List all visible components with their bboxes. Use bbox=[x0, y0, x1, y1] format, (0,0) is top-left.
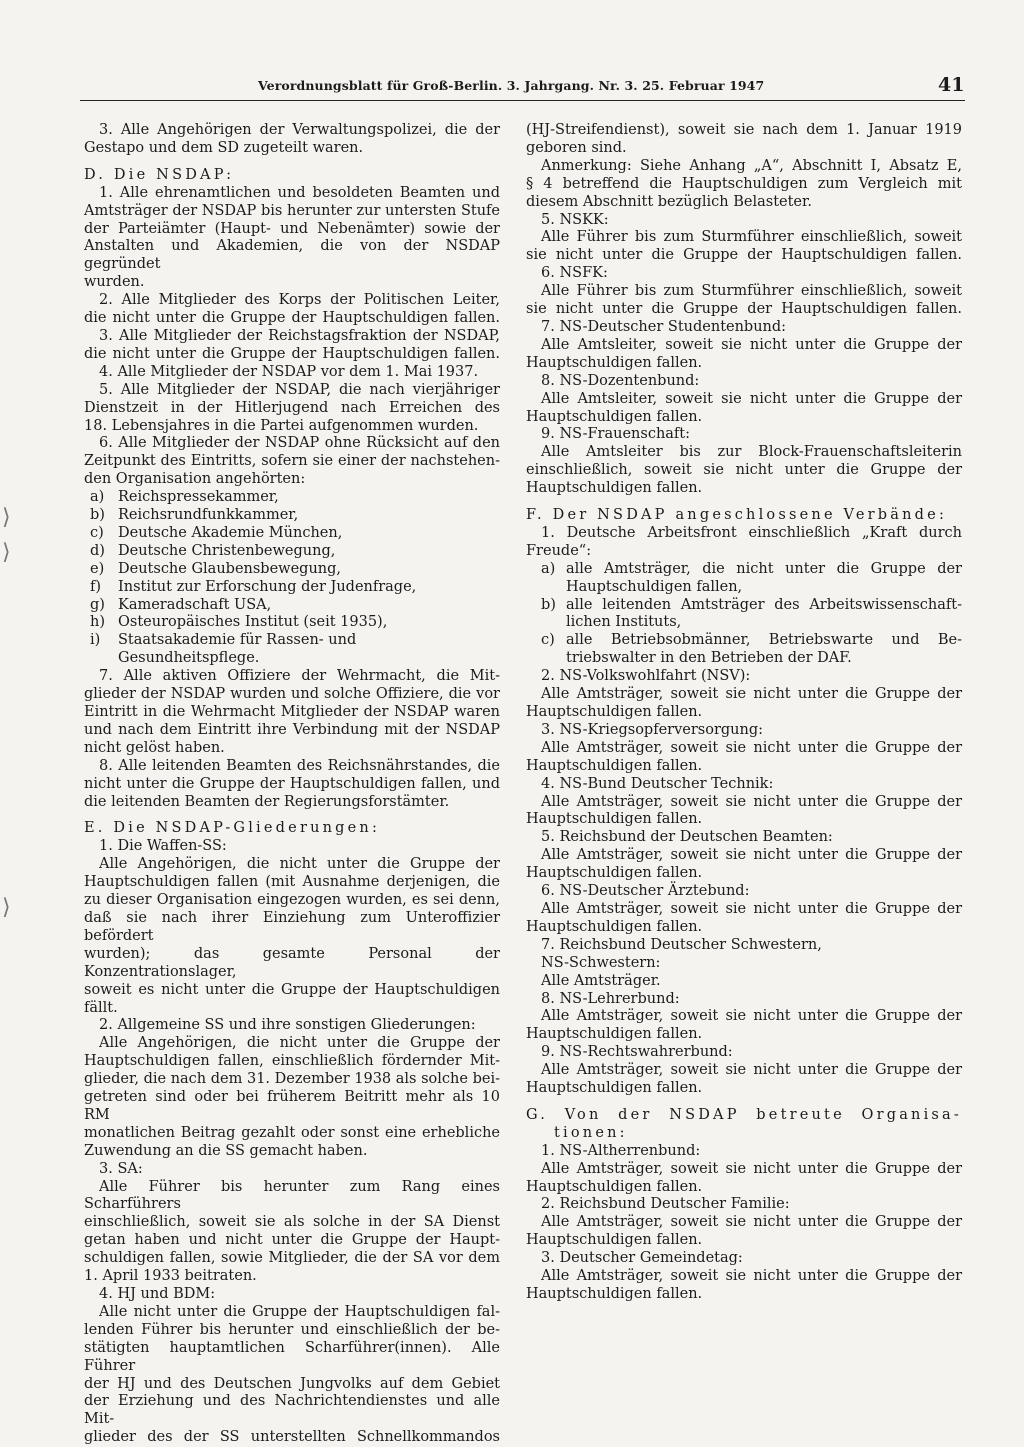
text-line: glieder, die nach dem 31. Dezember 1938 als solche bei- bbox=[84, 1071, 500, 1088]
text-line: triebswalter in den Betrieben der DAF. bbox=[566, 650, 852, 667]
text-line: einschließlich, soweit sie nicht unter die Gruppe der bbox=[526, 462, 962, 479]
text-line: 18. Lebensjahres in die Partei aufgenommen wurden. bbox=[84, 417, 479, 434]
paragraph-d7 bbox=[84, 668, 500, 758]
text-line: die nicht unter die Gruppe der Hauptschuldigen fallen. bbox=[84, 310, 500, 327]
list-item bbox=[84, 507, 500, 525]
paragraph-f4 bbox=[526, 794, 962, 830]
paragraph-f2 bbox=[526, 686, 962, 722]
margin-bracket-mark: ⟩ bbox=[2, 505, 11, 530]
paragraph-e4-continued bbox=[526, 122, 962, 158]
margin-bracket-mark: ⟩ bbox=[2, 540, 11, 565]
text-line: 1. April 1933 beitraten. bbox=[84, 1268, 257, 1285]
list-text: Institut zur Erforschung der Judenfrage, bbox=[118, 578, 417, 595]
text-line: Alle Amtsträger, soweit sie nicht unter die Gruppe der bbox=[541, 793, 962, 810]
subheading-f2: 2. NS-Volkswohlfahrt (NSV): bbox=[541, 668, 751, 685]
paragraph-e7 bbox=[526, 337, 962, 373]
list-label: b) bbox=[541, 596, 556, 613]
text-line: die leitenden Beamten der Regierungsforstämter. bbox=[84, 793, 450, 810]
text-line: Alle nicht unter die Gruppe der Hauptschuldigen fal- bbox=[99, 1303, 500, 1320]
list-text: Deutsche Christenbewegung, bbox=[118, 542, 336, 559]
text-line: 1. Alle ehrenamtlichen und besoldeten Beamten und bbox=[99, 184, 500, 201]
text-line: nicht unter die Gruppe der Hauptschuldigen fallen, und bbox=[84, 775, 500, 792]
paragraph-d1 bbox=[84, 185, 500, 292]
text-line: zu dieser Organisation eingezogen wurden, es sei denn, bbox=[84, 892, 500, 909]
paragraph-e2 bbox=[84, 1035, 500, 1160]
subheading-g3: 3. Deutscher Gemeindetag: bbox=[541, 1250, 743, 1267]
paragraph-e9 bbox=[526, 444, 962, 498]
text-line: Hauptschuldigen fallen. bbox=[526, 1080, 703, 1097]
paragraph-e1 bbox=[84, 856, 500, 1017]
text-line: Hauptschuldigen fallen. bbox=[526, 354, 703, 371]
list-item bbox=[84, 632, 500, 668]
list-label: e) bbox=[90, 560, 105, 577]
text-line: wurden. bbox=[84, 274, 145, 291]
text-line: glieder der NSDAP wurden und solche Offiziere, die vor bbox=[84, 686, 500, 703]
note-paragraph bbox=[526, 158, 962, 212]
text-line: lenden Führer bis herunter und einschließlich der be- bbox=[84, 1321, 500, 1338]
text-line: Alle Führer bis herunter zum Rang eines Scharführers bbox=[84, 1178, 500, 1213]
organisation-list bbox=[84, 489, 500, 668]
list-item bbox=[84, 543, 500, 561]
text-line: Alle Amtsleiter, soweit sie nicht unter die Gruppe der bbox=[541, 336, 962, 353]
text-line: Alle Führer bis zum Sturmführer einschließlich, soweit bbox=[541, 283, 962, 300]
subheading-e3: 3. SA: bbox=[99, 1160, 143, 1177]
text-line: Alle Amtsträger, soweit sie nicht unter die Gruppe der bbox=[541, 900, 962, 917]
text-line: Hauptschuldigen fallen. bbox=[526, 480, 703, 497]
list-text: Deutsche Glaubensbewegung, bbox=[118, 560, 342, 577]
paragraph-d4: 4. Alle Mitglieder der NSDAP vor dem 1. Mai 1937. bbox=[99, 363, 479, 380]
text-line: Zeitpunkt des Eintritts, sofern sie einer der nachstehen- bbox=[84, 453, 500, 470]
paragraph-g3 bbox=[526, 1268, 962, 1304]
list-label: g) bbox=[90, 596, 105, 613]
list-text bbox=[566, 597, 962, 633]
text-line: sie nicht unter die Gruppe der Hauptschuldigen fallen. bbox=[526, 247, 962, 264]
text-line: Hauptschuldigen fallen. bbox=[526, 408, 703, 425]
text-line: diesem Abschnitt bezüglich Belasteter. bbox=[526, 193, 812, 210]
paragraph-e5 bbox=[526, 229, 962, 265]
paragraph-d8 bbox=[84, 758, 500, 812]
list-text: Staatsakademie für Rassen- und Gesundheitspflege. bbox=[118, 632, 357, 667]
section-heading-d: D. Die NSDAP: bbox=[84, 166, 235, 183]
text-line: und nach dem Eintritt ihre Verbindung mit der NSDAP bbox=[84, 721, 500, 738]
text-line: Freude“: bbox=[526, 542, 592, 559]
text-line: Alle Amtsträger, soweit sie nicht unter die Gruppe der bbox=[541, 847, 962, 864]
header-rule bbox=[80, 100, 965, 101]
list-text bbox=[566, 561, 962, 597]
text-line: Hauptschuldigen fallen. bbox=[526, 757, 703, 774]
list-item bbox=[84, 525, 500, 543]
paragraph-c3 bbox=[84, 122, 500, 158]
text-line: Alle Amtsträger, soweit sie nicht unter die Gruppe der bbox=[541, 1062, 962, 1079]
list-label: c) bbox=[90, 524, 104, 541]
subheading-e7: 7. NS-Deutscher Studentenbund: bbox=[541, 318, 787, 335]
text-line: daß sie nach ihrer Einziehung zum Unteroffizier befördert bbox=[84, 909, 500, 944]
subheading-f7-sub: NS-Schwestern: bbox=[541, 954, 661, 971]
text-line: die nicht unter die Gruppe der Hauptschuldigen fallen. bbox=[84, 345, 500, 362]
paragraph-d3 bbox=[84, 328, 500, 364]
list-item bbox=[84, 614, 500, 632]
text-line: Hauptschuldigen fallen. bbox=[526, 1026, 703, 1043]
text-line: soweit es nicht unter die Gruppe der Hauptschuldigen bbox=[84, 981, 500, 998]
text-line: Alle Amtsträger, soweit sie nicht unter die Gruppe der bbox=[541, 739, 962, 756]
subheading-e2: 2. Allgemeine SS und ihre sonstigen Gliederungen: bbox=[99, 1017, 476, 1034]
text-line: Alle Angehörigen, die nicht unter die Gruppe der bbox=[99, 1035, 500, 1052]
text-line: monatlichen Beitrag gezahlt oder sonst eine erhebliche bbox=[84, 1124, 500, 1141]
text-line: Hauptschuldigen fallen. bbox=[526, 1178, 703, 1195]
subheading-f3: 3. NS-Kriegsopferversorgung: bbox=[541, 721, 764, 738]
list-label: a) bbox=[541, 560, 556, 577]
list-text: Reichspressekammer, bbox=[118, 489, 279, 506]
section-heading-g-continued: tionen: bbox=[554, 1124, 628, 1141]
section-heading-e: E. Die NSDAP-Gliederungen: bbox=[84, 820, 381, 837]
subheading-f5: 5. Reichsbund der Deutschen Beamten: bbox=[541, 829, 833, 846]
margin-bracket-mark: ⟩ bbox=[2, 895, 11, 920]
list-text: Osteuropäisches Institut (seit 1935), bbox=[118, 614, 388, 631]
text-line: Alle Amtsleiter bis zur Block-Frauenschaftsleiterin bbox=[541, 444, 962, 461]
list-text: Kameradschaft USA, bbox=[118, 596, 272, 613]
text-line: alle Betriebsobmänner, Betriebswarte und Be- bbox=[566, 632, 962, 649]
list-label: i) bbox=[90, 632, 101, 649]
text-line: nicht gelöst haben. bbox=[84, 739, 225, 756]
subheading-g2: 2. Reichsbund Deutscher Familie: bbox=[541, 1196, 790, 1213]
list-item bbox=[84, 597, 500, 615]
subheading-e1: 1. Die Waffen-SS: bbox=[99, 838, 227, 855]
text-line: Alle Amtsträger, soweit sie nicht unter die Gruppe der bbox=[541, 1268, 962, 1285]
text-line: schuldigen fallen, sowie Mitglieder, die der SA vor dem bbox=[84, 1250, 500, 1267]
list-label: c) bbox=[541, 632, 555, 649]
subheading-e4: 4. HJ und BDM: bbox=[99, 1286, 216, 1302]
subheading-e9: 9. NS-Frauenschaft: bbox=[541, 426, 691, 443]
text-line: Hauptschuldigen fallen. bbox=[526, 811, 703, 828]
text-line: der HJ und des Deutschen Jungvolks auf dem Gebiet bbox=[84, 1375, 500, 1392]
paragraph-f3 bbox=[526, 740, 962, 776]
paragraph-f5 bbox=[526, 847, 962, 883]
text-line: Alle Amtsträger, soweit sie nicht unter die Gruppe der bbox=[541, 1160, 962, 1177]
text-line: Gestapo und dem SD zugeteilt waren. bbox=[84, 139, 364, 156]
paragraph-e6 bbox=[526, 283, 962, 319]
list-item bbox=[84, 579, 500, 597]
subheading-f9: 9. NS-Rechtswahrerbund: bbox=[541, 1044, 733, 1061]
text-line: 7. Alle aktiven Offiziere der Wehrmacht, die Mit- bbox=[99, 668, 500, 685]
text-line: Eintritt in die Wehrmacht Mitglieder der NSDAP waren bbox=[84, 704, 500, 720]
text-line: Hauptschuldigen fallen (mit Ausnahme derjenigen, die bbox=[84, 874, 500, 891]
list-text bbox=[566, 632, 962, 668]
subheading-f8: 8. NS-Lehrerbund: bbox=[541, 990, 680, 1007]
paragraph-d2 bbox=[84, 292, 500, 328]
text-line: Alle Amtsträger, soweit sie nicht unter die Gruppe der bbox=[541, 1008, 962, 1025]
text-line: Hauptschuldigen fallen. bbox=[526, 865, 703, 882]
paragraph-f7: Alle Amtsträger. bbox=[541, 972, 661, 989]
text-line: 2. Alle Mitglieder des Korps der Politischen Leiter, bbox=[99, 292, 500, 309]
text-line: Hauptschuldigen fallen. bbox=[526, 1232, 703, 1249]
list-item bbox=[526, 561, 962, 597]
right-column bbox=[526, 122, 962, 1304]
page-number: 41 bbox=[938, 74, 965, 96]
text-line: den Organisation angehörten: bbox=[84, 471, 306, 488]
text-line: getreten sind oder bei früherem Beitritt mehr als 10 RM bbox=[84, 1089, 500, 1123]
text-line: 5. Alle Mitglieder der NSDAP, die nach vierjähriger bbox=[99, 381, 500, 398]
subheading-e5: 5. NSKK: bbox=[541, 211, 609, 228]
paragraph-d5 bbox=[84, 382, 500, 436]
text-line: lichen Instituts, bbox=[566, 614, 682, 631]
text-line: 3. Alle Mitglieder der Reichstagsfraktion der NSDAP, bbox=[99, 327, 500, 344]
list-item bbox=[526, 597, 962, 633]
text-line: Dienstzeit in der Hitlerjugend nach Erreichen des bbox=[84, 399, 500, 416]
text-line: der Erziehung und des Nachrichtendienstes und alle Mit- bbox=[84, 1393, 500, 1428]
text-line: 8. Alle leitenden Beamten des Reichsnährstandes, die bbox=[99, 757, 500, 774]
paragraph-g2 bbox=[526, 1214, 962, 1250]
subheading-f4: 4. NS-Bund Deutscher Technik: bbox=[541, 775, 774, 792]
text-line: Hauptschuldigen fallen. bbox=[526, 704, 703, 720]
text-line: § 4 betreffend die Hauptschuldigen zum Vergleich mit bbox=[526, 175, 962, 192]
text-line: 3. Alle Angehörigen der Verwaltungspolizei, die der bbox=[99, 122, 500, 138]
text-line: Amtsträger der NSDAP bis herunter zur untersten Stufe bbox=[84, 202, 500, 219]
paragraph-f8 bbox=[526, 1008, 962, 1044]
text-line: Zuwendung an die SS gemacht haben. bbox=[84, 1142, 368, 1159]
text-line: alle Amtsträger, die nicht unter die Gruppe der bbox=[566, 560, 962, 577]
text-line: Hauptschuldigen fallen. bbox=[526, 918, 703, 935]
text-line: stätigten hauptamtlichen Scharführer(innen). Alle Führer bbox=[84, 1339, 500, 1374]
list-label: f) bbox=[90, 578, 102, 595]
text-line: Anmerkung: Siehe Anhang „A“, Abschnitt I, Absatz E, bbox=[541, 157, 962, 174]
text-line: wurden); das gesamte Personal der Konzentrationslager, bbox=[84, 945, 500, 980]
text-line: getan haben und nicht unter die Gruppe der Haupt- bbox=[84, 1232, 500, 1249]
section-heading-g: G. Von der NSDAP betreute Organisa- bbox=[526, 1106, 962, 1123]
list-item bbox=[84, 489, 500, 507]
paragraph-f1 bbox=[526, 525, 962, 561]
left-column bbox=[84, 122, 500, 1447]
subheading-g1: 1. NS-Altherrenbund: bbox=[541, 1142, 701, 1159]
list-item bbox=[84, 561, 500, 579]
list-label: b) bbox=[90, 507, 105, 524]
section-heading-f: F. Der NSDAP angeschlossene Verbände: bbox=[526, 507, 948, 524]
paragraph-f9 bbox=[526, 1062, 962, 1098]
subheading-e8: 8. NS-Dozentenbund: bbox=[541, 372, 700, 389]
paragraph-e3 bbox=[84, 1179, 500, 1286]
text-line: Alle Angehörigen, die nicht unter die Gruppe der bbox=[99, 856, 500, 873]
text-line: sie nicht unter die Gruppe der Hauptschuldigen fallen. bbox=[526, 301, 962, 318]
text-line: Hauptschuldigen fallen, einschließlich fördernder Mit- bbox=[84, 1053, 500, 1070]
text-line: Hauptschuldigen fallen. bbox=[526, 1286, 703, 1302]
text-line: einschließlich, soweit sie als solche in der SA Dienst bbox=[84, 1214, 500, 1231]
paragraph-g1 bbox=[526, 1161, 962, 1197]
text-line: Alle Führer bis zum Sturmführer einschließlich, soweit bbox=[541, 229, 962, 246]
text-line: glieder des der SS unterstellten Schnellkommandos bbox=[84, 1429, 500, 1446]
text-line: Hauptschuldigen fallen, bbox=[566, 578, 743, 595]
list-label: a) bbox=[90, 489, 105, 506]
list-label: d) bbox=[90, 542, 105, 559]
text-line: 6. Alle Mitglieder der NSDAP ohne Rücksicht auf den bbox=[99, 435, 500, 452]
paragraph-d6 bbox=[84, 435, 500, 489]
text-line: Alle Amtsleiter, soweit sie nicht unter die Gruppe der bbox=[541, 390, 962, 407]
list-text: Deutsche Akademie München, bbox=[118, 524, 343, 541]
subheading-e6: 6. NSFK: bbox=[541, 265, 608, 282]
list-label: h) bbox=[90, 614, 105, 631]
text-line: 1. Deutsche Arbeitsfront einschließlich „Kraft durch bbox=[541, 524, 962, 541]
list-text: Reichsrundfunkkammer, bbox=[118, 507, 299, 524]
text-line: geboren sind. bbox=[526, 139, 627, 156]
text-line: Alle Amtsträger, soweit sie nicht unter die Gruppe der bbox=[541, 1214, 962, 1231]
text-line: fällt. bbox=[84, 999, 118, 1016]
text-line: (HJ-Streifendienst), soweit sie nach dem 1. Januar 1919 bbox=[526, 122, 962, 138]
subheading-f6: 6. NS-Deutscher Ärztebund: bbox=[541, 883, 750, 900]
paragraph-f6 bbox=[526, 901, 962, 937]
paragraph-e4 bbox=[84, 1304, 500, 1447]
text-line: alle leitenden Amtsträger des Arbeitswissenschaft- bbox=[566, 596, 962, 613]
subheading-f7: 7. Reichsbund Deutscher Schwestern, bbox=[541, 936, 822, 953]
text-line: Alle Amtsträger, soweit sie nicht unter die Gruppe der bbox=[541, 686, 962, 703]
running-header: Verordnungsblatt für Groß-Berlin. 3. Jahrgang. Nr. 3. 25. Februar 1947 bbox=[258, 78, 765, 93]
paragraph-e8 bbox=[526, 391, 962, 427]
text-line: der Parteiämter (Haupt- und Nebenämter) sowie der bbox=[84, 220, 500, 237]
text-line: Anstalten und Akademien, die von der NSDAP gegründet bbox=[84, 238, 500, 273]
list-item bbox=[526, 632, 962, 668]
